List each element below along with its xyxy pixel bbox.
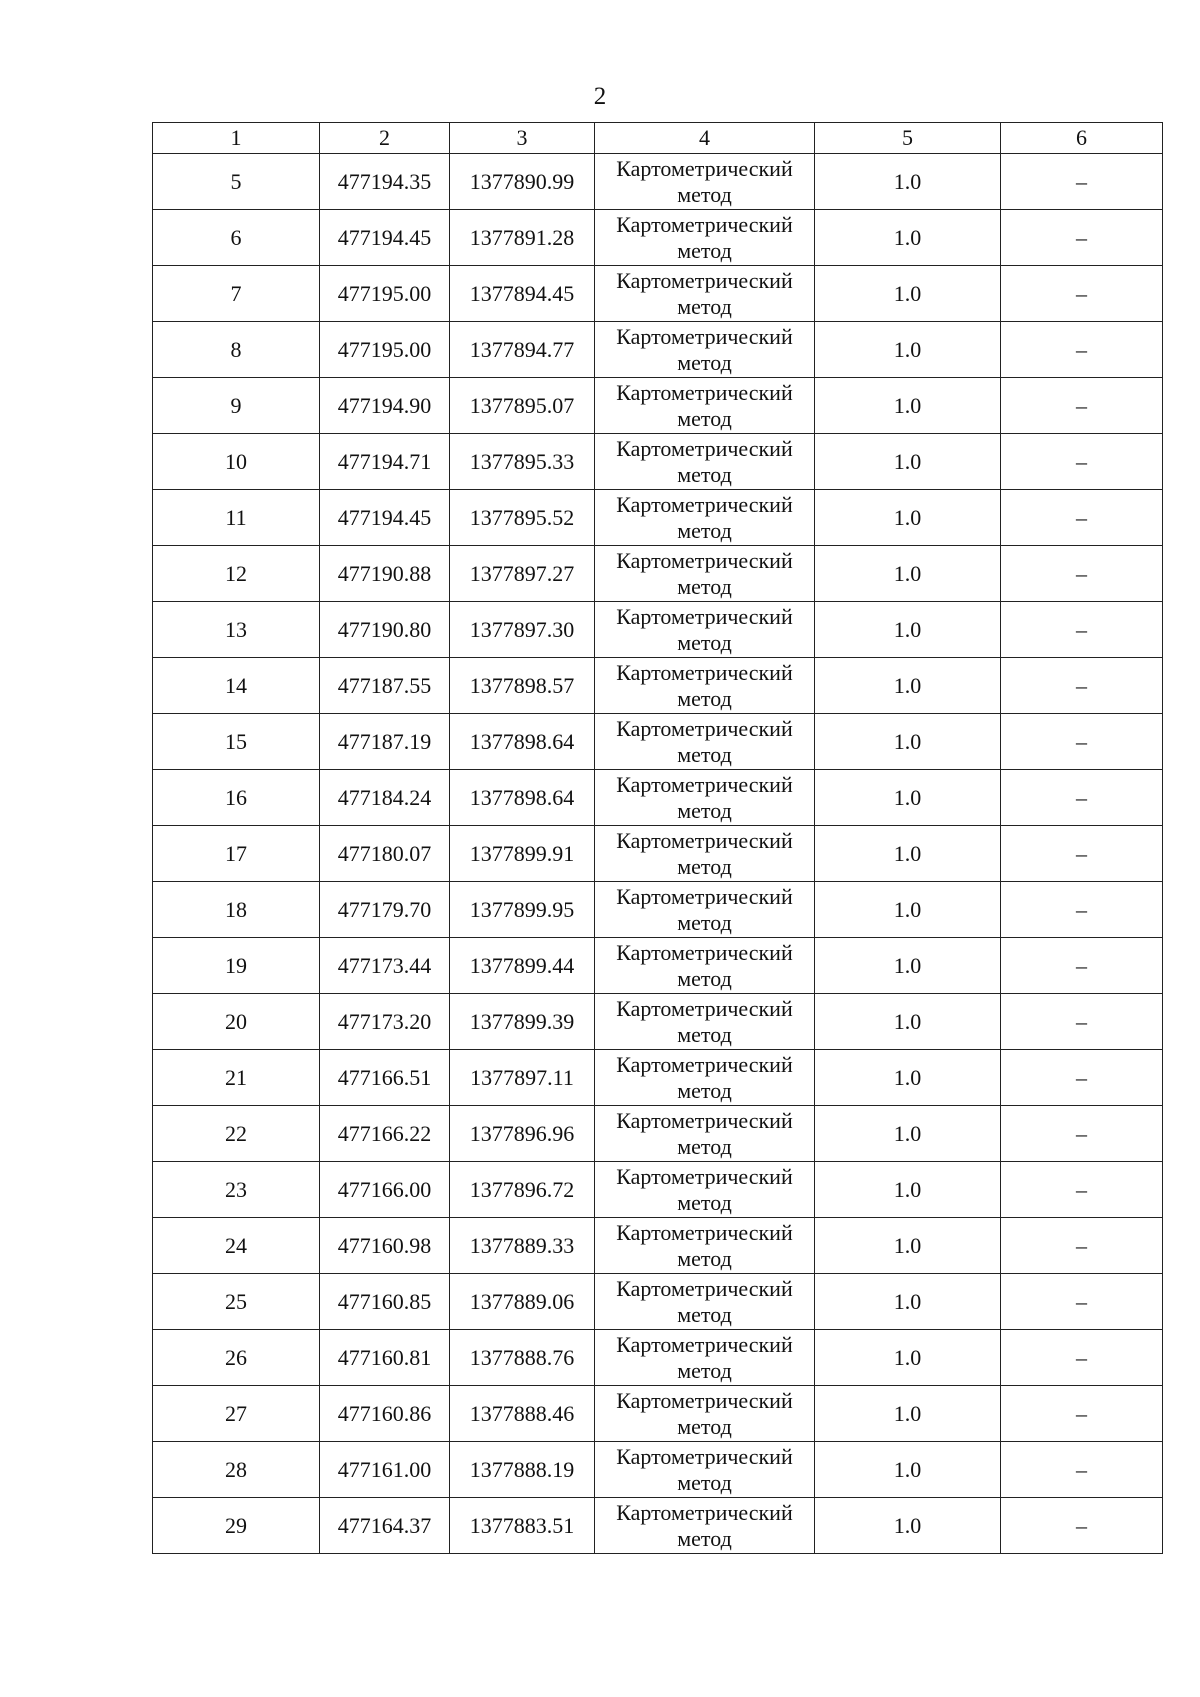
accuracy-cell: 1.0 xyxy=(815,714,1001,770)
accuracy-cell: 1.0 xyxy=(815,1498,1001,1554)
point-number-cell: 28 xyxy=(153,1442,320,1498)
accuracy-cell: 1.0 xyxy=(815,938,1001,994)
accuracy-cell: 1.0 xyxy=(815,770,1001,826)
note-cell: – xyxy=(1001,826,1163,882)
method-cell xyxy=(595,938,815,994)
table-row xyxy=(153,1050,1163,1106)
point-number-cell: 19 xyxy=(153,938,320,994)
point-number-cell: 25 xyxy=(153,1274,320,1330)
x-coordinate-cell: 477166.51 xyxy=(320,1050,450,1106)
accuracy-cell: 1.0 xyxy=(815,882,1001,938)
method-line-1: Картометрический xyxy=(616,1219,793,1245)
method-line-2: метод xyxy=(677,181,732,207)
method-line-2: метод xyxy=(677,1413,732,1439)
note-cell: – xyxy=(1001,602,1163,658)
y-coordinate-cell: 1377894.77 xyxy=(450,322,595,378)
note-cell: – xyxy=(1001,210,1163,266)
point-number-cell: 5 xyxy=(153,154,320,210)
x-coordinate-cell: 477190.80 xyxy=(320,602,450,658)
note-cell: – xyxy=(1001,1106,1163,1162)
point-number-cell: 9 xyxy=(153,378,320,434)
point-number-cell: 18 xyxy=(153,882,320,938)
y-coordinate-cell: 1377897.27 xyxy=(450,546,595,602)
accuracy-cell: 1.0 xyxy=(815,1274,1001,1330)
note-cell: – xyxy=(1001,994,1163,1050)
note-cell: – xyxy=(1001,1386,1163,1442)
method-line-2: метод xyxy=(677,405,732,431)
x-coordinate-cell: 477161.00 xyxy=(320,1442,450,1498)
note-cell: – xyxy=(1001,882,1163,938)
method-cell xyxy=(595,826,815,882)
method-cell xyxy=(595,882,815,938)
note-cell: – xyxy=(1001,1442,1163,1498)
method-line-1: Картометрический xyxy=(616,1163,793,1189)
accuracy-cell: 1.0 xyxy=(815,378,1001,434)
point-number-cell: 11 xyxy=(153,490,320,546)
y-coordinate-cell: 1377899.44 xyxy=(450,938,595,994)
method-line-1: Картометрический xyxy=(616,771,793,797)
method-line-2: метод xyxy=(677,685,732,711)
accuracy-cell: 1.0 xyxy=(815,658,1001,714)
x-coordinate-cell: 477180.07 xyxy=(320,826,450,882)
method-line-1: Картометрический xyxy=(616,1331,793,1357)
method-line-1: Картометрический xyxy=(616,715,793,741)
x-coordinate-cell: 477166.00 xyxy=(320,1162,450,1218)
table-row xyxy=(153,1218,1163,1274)
note-cell: – xyxy=(1001,714,1163,770)
y-coordinate-cell: 1377890.99 xyxy=(450,154,595,210)
method-line-1: Картометрический xyxy=(616,883,793,909)
x-coordinate-cell: 477160.98 xyxy=(320,1218,450,1274)
method-line-1: Картометрический xyxy=(616,1107,793,1133)
table-row xyxy=(153,1442,1163,1498)
method-line-1: Картометрический xyxy=(616,1051,793,1077)
method-cell xyxy=(595,378,815,434)
point-number-cell: 16 xyxy=(153,770,320,826)
note-cell: – xyxy=(1001,770,1163,826)
point-number-cell: 23 xyxy=(153,1162,320,1218)
y-coordinate-cell: 1377889.33 xyxy=(450,1218,595,1274)
method-cell xyxy=(595,714,815,770)
method-line-2: метод xyxy=(677,1077,732,1103)
method-cell xyxy=(595,770,815,826)
table-row xyxy=(153,1274,1163,1330)
table-row xyxy=(153,490,1163,546)
point-number-cell: 20 xyxy=(153,994,320,1050)
accuracy-cell: 1.0 xyxy=(815,1106,1001,1162)
method-cell xyxy=(595,1442,815,1498)
method-cell xyxy=(595,266,815,322)
method-line-2: метод xyxy=(677,1245,732,1271)
method-line-1: Картометрический xyxy=(616,435,793,461)
x-coordinate-cell: 477195.00 xyxy=(320,266,450,322)
method-line-1: Картометрический xyxy=(616,267,793,293)
column-number-row xyxy=(153,123,1163,154)
x-coordinate-cell: 477173.20 xyxy=(320,994,450,1050)
method-cell xyxy=(595,434,815,490)
method-cell xyxy=(595,1498,815,1554)
y-coordinate-cell: 1377895.33 xyxy=(450,434,595,490)
method-line-2: метод xyxy=(677,629,732,655)
y-coordinate-cell: 1377891.28 xyxy=(450,210,595,266)
accuracy-cell: 1.0 xyxy=(815,1050,1001,1106)
x-coordinate-cell: 477194.45 xyxy=(320,210,450,266)
x-coordinate-cell: 477179.70 xyxy=(320,882,450,938)
method-line-2: метод xyxy=(677,293,732,319)
x-coordinate-cell: 477164.37 xyxy=(320,1498,450,1554)
table-row xyxy=(153,602,1163,658)
method-cell xyxy=(595,154,815,210)
method-cell xyxy=(595,658,815,714)
method-cell xyxy=(595,1330,815,1386)
note-cell: – xyxy=(1001,1162,1163,1218)
method-cell xyxy=(595,490,815,546)
point-number-cell: 24 xyxy=(153,1218,320,1274)
method-line-2: метод xyxy=(677,965,732,991)
column-header: 1 xyxy=(153,123,320,154)
y-coordinate-cell: 1377888.76 xyxy=(450,1330,595,1386)
table-row xyxy=(153,266,1163,322)
y-coordinate-cell: 1377897.11 xyxy=(450,1050,595,1106)
x-coordinate-cell: 477187.55 xyxy=(320,658,450,714)
x-coordinate-cell: 477194.71 xyxy=(320,434,450,490)
y-coordinate-cell: 1377897.30 xyxy=(450,602,595,658)
x-coordinate-cell: 477184.24 xyxy=(320,770,450,826)
method-line-1: Картометрический xyxy=(616,939,793,965)
method-line-2: метод xyxy=(677,1301,732,1327)
y-coordinate-cell: 1377896.96 xyxy=(450,1106,595,1162)
point-number-cell: 29 xyxy=(153,1498,320,1554)
y-coordinate-cell: 1377895.07 xyxy=(450,378,595,434)
accuracy-cell: 1.0 xyxy=(815,1218,1001,1274)
y-coordinate-cell: 1377889.06 xyxy=(450,1274,595,1330)
table-row xyxy=(153,938,1163,994)
accuracy-cell: 1.0 xyxy=(815,490,1001,546)
point-number-cell: 14 xyxy=(153,658,320,714)
accuracy-cell: 1.0 xyxy=(815,1442,1001,1498)
method-line-2: метод xyxy=(677,1469,732,1495)
table-row xyxy=(153,994,1163,1050)
x-coordinate-cell: 477190.88 xyxy=(320,546,450,602)
method-cell xyxy=(595,1274,815,1330)
table-row xyxy=(153,658,1163,714)
table-row xyxy=(153,882,1163,938)
method-cell xyxy=(595,994,815,1050)
method-line-2: метод xyxy=(677,741,732,767)
point-number-cell: 17 xyxy=(153,826,320,882)
method-cell xyxy=(595,1218,815,1274)
x-coordinate-cell: 477194.35 xyxy=(320,154,450,210)
method-line-2: метод xyxy=(677,461,732,487)
y-coordinate-cell: 1377898.64 xyxy=(450,770,595,826)
note-cell: – xyxy=(1001,1498,1163,1554)
table-row xyxy=(153,1386,1163,1442)
method-cell xyxy=(595,1386,815,1442)
table-row xyxy=(153,434,1163,490)
method-line-2: метод xyxy=(677,909,732,935)
method-line-1: Картометрический xyxy=(616,491,793,517)
y-coordinate-cell: 1377898.64 xyxy=(450,714,595,770)
method-line-1: Картометрический xyxy=(616,547,793,573)
note-cell: – xyxy=(1001,1218,1163,1274)
y-coordinate-cell: 1377899.91 xyxy=(450,826,595,882)
method-line-2: метод xyxy=(677,349,732,375)
page-number: 2 xyxy=(593,83,607,110)
table-row xyxy=(153,1330,1163,1386)
y-coordinate-cell: 1377899.95 xyxy=(450,882,595,938)
x-coordinate-cell: 477160.85 xyxy=(320,1274,450,1330)
coordinates-table xyxy=(152,122,1163,1554)
accuracy-cell: 1.0 xyxy=(815,1386,1001,1442)
method-line-1: Картометрический xyxy=(616,211,793,237)
x-coordinate-cell: 477160.86 xyxy=(320,1386,450,1442)
note-cell: – xyxy=(1001,322,1163,378)
table-body xyxy=(153,123,1163,1554)
note-cell: – xyxy=(1001,378,1163,434)
method-line-2: метод xyxy=(677,1525,732,1551)
method-line-1: Картометрический xyxy=(616,827,793,853)
method-line-2: метод xyxy=(677,517,732,543)
note-cell: – xyxy=(1001,546,1163,602)
method-line-2: метод xyxy=(677,1189,732,1215)
point-number-cell: 7 xyxy=(153,266,320,322)
method-line-2: метод xyxy=(677,573,732,599)
point-number-cell: 8 xyxy=(153,322,320,378)
point-number-cell: 27 xyxy=(153,1386,320,1442)
method-line-2: метод xyxy=(677,1357,732,1383)
accuracy-cell: 1.0 xyxy=(815,210,1001,266)
method-cell xyxy=(595,210,815,266)
x-coordinate-cell: 477194.90 xyxy=(320,378,450,434)
x-coordinate-cell: 477173.44 xyxy=(320,938,450,994)
accuracy-cell: 1.0 xyxy=(815,1162,1001,1218)
accuracy-cell: 1.0 xyxy=(815,994,1001,1050)
method-cell xyxy=(595,1050,815,1106)
method-line-1: Картометрический xyxy=(616,995,793,1021)
column-header: 5 xyxy=(815,123,1001,154)
note-cell: – xyxy=(1001,1274,1163,1330)
table-row xyxy=(153,210,1163,266)
x-coordinate-cell: 477194.45 xyxy=(320,490,450,546)
y-coordinate-cell: 1377888.46 xyxy=(450,1386,595,1442)
note-cell: – xyxy=(1001,154,1163,210)
note-cell: – xyxy=(1001,658,1163,714)
table-row xyxy=(153,1162,1163,1218)
y-coordinate-cell: 1377894.45 xyxy=(450,266,595,322)
point-number-cell: 13 xyxy=(153,602,320,658)
y-coordinate-cell: 1377883.51 xyxy=(450,1498,595,1554)
point-number-cell: 26 xyxy=(153,1330,320,1386)
method-cell xyxy=(595,1106,815,1162)
method-cell xyxy=(595,322,815,378)
method-line-1: Картометрический xyxy=(616,603,793,629)
method-line-1: Картометрический xyxy=(616,1387,793,1413)
x-coordinate-cell: 477195.00 xyxy=(320,322,450,378)
method-line-1: Картометрический xyxy=(616,155,793,181)
accuracy-cell: 1.0 xyxy=(815,602,1001,658)
method-line-2: метод xyxy=(677,1021,732,1047)
x-coordinate-cell: 477166.22 xyxy=(320,1106,450,1162)
accuracy-cell: 1.0 xyxy=(815,154,1001,210)
accuracy-cell: 1.0 xyxy=(815,434,1001,490)
point-number-cell: 10 xyxy=(153,434,320,490)
method-line-1: Картометрический xyxy=(616,323,793,349)
method-line-2: метод xyxy=(677,1133,732,1159)
table-row xyxy=(153,546,1163,602)
table-row xyxy=(153,154,1163,210)
table-row xyxy=(153,378,1163,434)
column-header: 2 xyxy=(320,123,450,154)
accuracy-cell: 1.0 xyxy=(815,1330,1001,1386)
x-coordinate-cell: 477187.19 xyxy=(320,714,450,770)
column-header: 6 xyxy=(1001,123,1163,154)
method-line-1: Картометрический xyxy=(616,1443,793,1469)
y-coordinate-cell: 1377896.72 xyxy=(450,1162,595,1218)
point-number-cell: 12 xyxy=(153,546,320,602)
method-line-2: метод xyxy=(677,853,732,879)
table-row xyxy=(153,1498,1163,1554)
accuracy-cell: 1.0 xyxy=(815,322,1001,378)
table-row xyxy=(153,1106,1163,1162)
point-number-cell: 21 xyxy=(153,1050,320,1106)
point-number-cell: 22 xyxy=(153,1106,320,1162)
method-line-1: Картометрический xyxy=(616,1499,793,1525)
method-cell xyxy=(595,1162,815,1218)
method-cell xyxy=(595,602,815,658)
accuracy-cell: 1.0 xyxy=(815,826,1001,882)
column-header: 4 xyxy=(595,123,815,154)
column-header: 3 xyxy=(450,123,595,154)
table-row xyxy=(153,826,1163,882)
accuracy-cell: 1.0 xyxy=(815,546,1001,602)
table-row xyxy=(153,770,1163,826)
x-coordinate-cell: 477160.81 xyxy=(320,1330,450,1386)
method-line-1: Картометрический xyxy=(616,1275,793,1301)
method-line-2: метод xyxy=(677,797,732,823)
note-cell: – xyxy=(1001,490,1163,546)
note-cell: – xyxy=(1001,1330,1163,1386)
note-cell: – xyxy=(1001,434,1163,490)
y-coordinate-cell: 1377899.39 xyxy=(450,994,595,1050)
point-number-cell: 6 xyxy=(153,210,320,266)
method-line-1: Картометрический xyxy=(616,659,793,685)
method-line-1: Картометрический xyxy=(616,379,793,405)
table-row xyxy=(153,714,1163,770)
method-line-2: метод xyxy=(677,237,732,263)
note-cell: – xyxy=(1001,266,1163,322)
y-coordinate-cell: 1377895.52 xyxy=(450,490,595,546)
y-coordinate-cell: 1377888.19 xyxy=(450,1442,595,1498)
y-coordinate-cell: 1377898.57 xyxy=(450,658,595,714)
table-row xyxy=(153,322,1163,378)
note-cell: – xyxy=(1001,938,1163,994)
accuracy-cell: 1.0 xyxy=(815,266,1001,322)
method-cell xyxy=(595,546,815,602)
note-cell: – xyxy=(1001,1050,1163,1106)
point-number-cell: 15 xyxy=(153,714,320,770)
